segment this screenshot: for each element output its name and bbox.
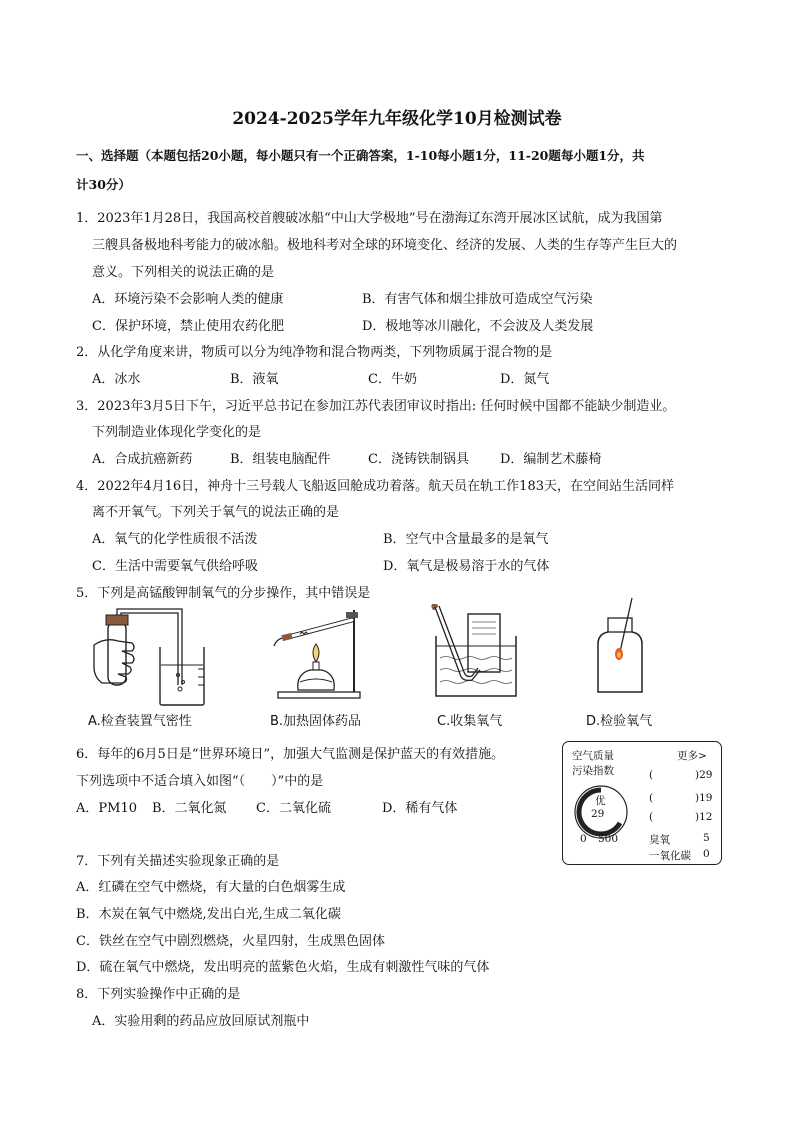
q1-stem-line1: 1．2023年1月28日，我国高校首艘破冰船“中山大学极地”号在渤海辽东湾开展冰区试航，成为我国第 [76, 211, 663, 226]
gas-bottle-icon [586, 596, 656, 696]
q1-option-d: D．极地等冰川融化，不会波及人类发展 [362, 319, 594, 334]
q6-option-d: D．稀有气体 [382, 801, 458, 816]
q3-stem-line1: 3．2023年3月5日下午，习近平总书记在参加江苏代表团审议时指出: 任何时候中国都不能缺少制造业。 [76, 399, 676, 414]
q7-option-a: A．红磷在空气中燃烧，有大量的白色烟雾生成 [76, 880, 346, 895]
q4-option-c: C．生活中需要氧气供给呼吸 [92, 559, 258, 574]
figure-d-testing [586, 596, 656, 696]
figure-a-caption: A.检查装置气密性 [88, 714, 192, 729]
figure-c-collecting [428, 604, 528, 704]
q4-option-d: D．氧气是极易溶于水的气体 [383, 559, 550, 574]
q2-stem: 2．从化学角度来讲，物质可以分为纯净物和混合物两类，下列物质属于混合物的是 [76, 345, 553, 360]
figure-b-heating [270, 604, 370, 704]
airtightness-apparatus-icon [88, 607, 218, 707]
section-heading-line2: 计30分） [76, 177, 131, 192]
pollutant-row-2-value: )19 [695, 792, 713, 804]
q7-option-b: B．木炭在氧气中燃烧,发出白光,生成二氧化碳 [76, 907, 341, 922]
pollutant-row-5-label: 一氧化碳 [649, 850, 691, 862]
q7-option-c: C．铁丝在空气中剧烈燃烧，火星四射，生成黑色固体 [76, 934, 385, 949]
pollutant-row-2-label: ( [649, 792, 654, 804]
q6-option-a: A．PM10 [76, 801, 137, 816]
q7-stem: 7．下列有关描述实验现象正确的是 [76, 854, 280, 869]
q1-stem-line3: 意义。下列相关的说法正确的是 [92, 265, 275, 280]
q5-stem: 5．下列是高锰酸钾制氧气的分步操作，其中错误是 [76, 586, 371, 601]
pollutant-row-1-value: )29 [695, 769, 713, 781]
pollutant-row-1-label: ( [649, 769, 654, 781]
q1-option-c: C．保护环境，禁止使用农药化肥 [92, 319, 284, 334]
q8-option-a: A．实验用剩的药品应放回原试剂瓶中 [92, 1014, 310, 1029]
section-heading-line1: 一、选择题（本题包括20小题，每小题只有一个正确答案，1-10每小题1分，11-20题每小题1分，共 [76, 148, 645, 163]
q4-option-b: B．空气中含量最多的是氧气 [383, 532, 549, 547]
gauge-max: 500 [598, 833, 619, 845]
q6-stem-line1: 6．每年的6月5日是“世界环境日”，加强大气监测是保护蓝天的有效措施。 [76, 747, 505, 762]
q3-option-c: C．浇铸铁制锅具 [368, 452, 469, 467]
q2-option-b: B．液氧 [230, 372, 279, 387]
q6-option-b: B．二氧化氮 [152, 801, 227, 816]
panel-title-line1: 空气质量 [572, 750, 614, 762]
q4-stem-line1: 4．2022年4月16日，神舟十三号载人飞船返回舱成功着落。航天员在轨工作183天，在空间站生活同样 [76, 479, 674, 494]
q8-stem: 8．下列实验操作中正确的是 [76, 987, 241, 1002]
q3-option-d: D．编制艺术藤椅 [500, 452, 602, 467]
gauge-min: 0 [580, 833, 587, 845]
water-collection-icon [428, 604, 528, 704]
q1-option-b: B．有害气体和烟尘排放可造成空气污染 [362, 292, 593, 307]
pollutant-row-3-value: )12 [695, 811, 713, 823]
q3-stem-line2: 下列制造业体现化学变化的是 [92, 425, 262, 440]
heating-apparatus-icon [270, 604, 370, 704]
page-title: 2024-2025学年九年级化学10月检测试卷 [232, 109, 562, 129]
figure-c-caption: C.收集氧气 [437, 714, 503, 729]
q7-option-d: D．硫在氧气中燃烧，发出明亮的蓝紫色火焰，生成有刺激性气味的气体 [76, 960, 490, 975]
pollutant-row-4-label: 臭氧 [649, 834, 670, 846]
panel-more-link: 更多> [677, 750, 707, 762]
pollutant-row-3-label: ( [649, 811, 654, 823]
gauge-level-label: 优 [595, 795, 606, 807]
q4-option-a: A．氧气的化学性质很不活泼 [92, 532, 258, 547]
q3-option-a: A．合成抗癌新药 [92, 452, 193, 467]
pollutant-row-5-value: 0 [703, 848, 710, 860]
gauge-value: 29 [591, 808, 605, 820]
figure-b-caption: B.加热固体药品 [270, 714, 362, 729]
q1-option-a: A．环境污染不会影响人类的健康 [92, 292, 284, 307]
panel-title-line2: 污染指数 [572, 765, 614, 777]
q4-stem-line2: 离不开氧气。下列关于氧气的说法正确的是 [92, 505, 340, 520]
q1-stem-line2: 三艘具备极地科考能力的破冰船。极地科考对全球的环境变化、经济的发展、人类的生存等产生巨大的 [92, 238, 678, 253]
figure-a-airtightness [88, 607, 218, 707]
q2-option-d: D．氮气 [500, 372, 550, 387]
air-quality-panel [562, 741, 722, 865]
pollutant-row-4-value: 5 [703, 832, 710, 844]
q2-option-a: A．冰水 [92, 372, 141, 387]
q6-option-c: C．二氧化硫 [256, 801, 331, 816]
q2-option-c: C．牛奶 [368, 372, 417, 387]
figure-d-caption: D.检验氧气 [586, 714, 653, 729]
q3-option-b: B．组装电脑配件 [230, 452, 331, 467]
q6-stem-line2: 下列选项中不适合填入如图“（ ）”中的是 [76, 774, 324, 789]
